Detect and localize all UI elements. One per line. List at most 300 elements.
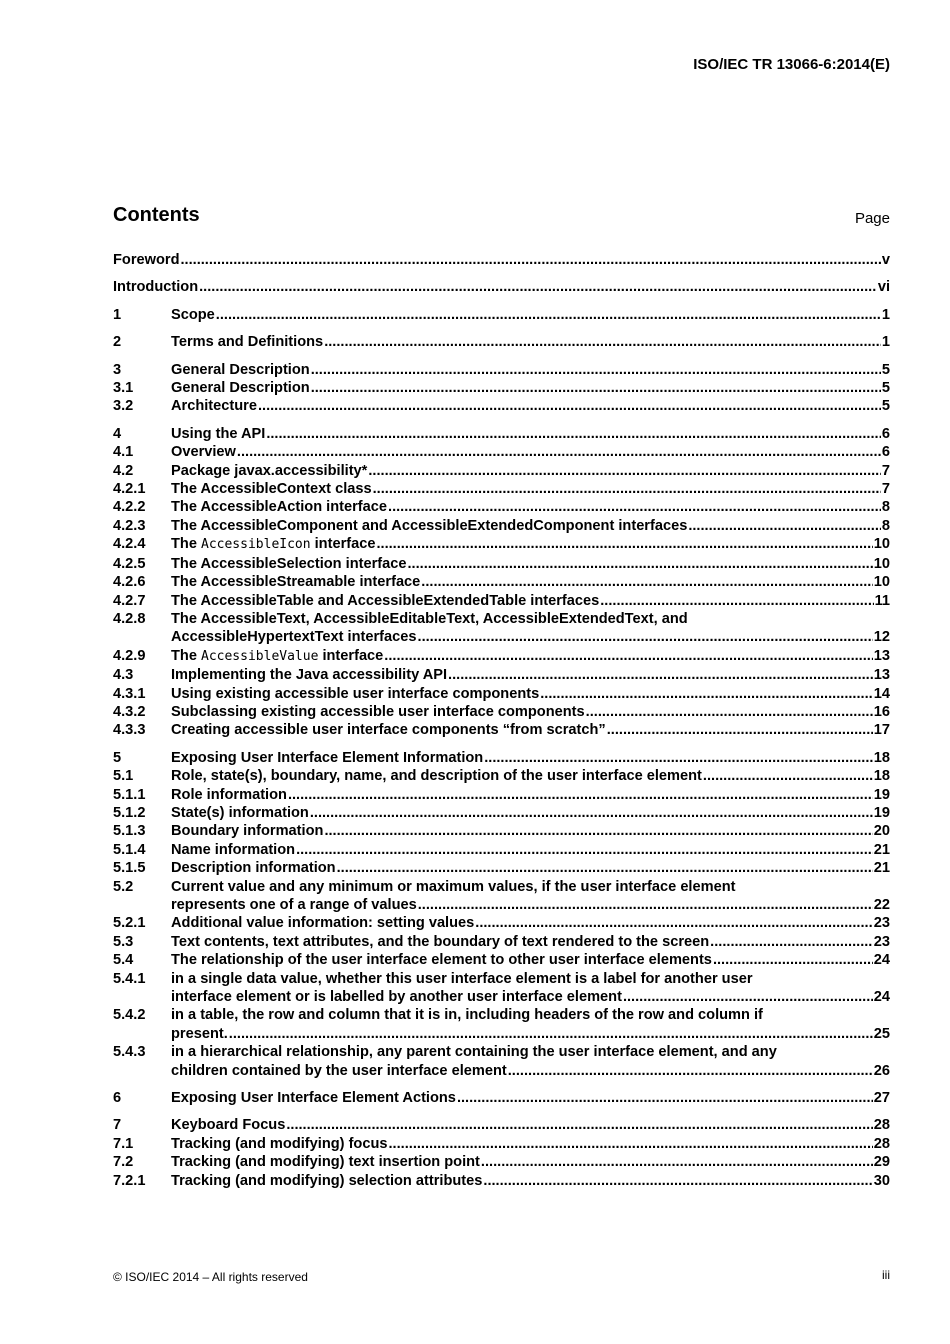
toc-entry-line bbox=[171, 1025, 890, 1043]
toc-entry[interactable] bbox=[113, 462, 890, 480]
toc-entry-page: 22 bbox=[873, 897, 890, 913]
toc-entry-title-text: interface bbox=[310, 536, 376, 553]
toc-entry-line bbox=[171, 610, 890, 628]
toc-entry-line bbox=[171, 841, 890, 859]
toc-entry-line bbox=[171, 628, 890, 646]
toc-entry-title-text: Text contents, text attributes, and the boundary of text rendered to the screen bbox=[171, 933, 710, 950]
toc-entry-title bbox=[171, 592, 599, 610]
toc-entry-title-text: State(s) information bbox=[171, 804, 309, 821]
toc-entry-title bbox=[171, 1116, 285, 1134]
dot-leader bbox=[389, 1135, 873, 1153]
toc-entry-page: 8 bbox=[881, 499, 890, 516]
toc-entry-number: 3.2 bbox=[113, 398, 134, 415]
toc-entry-title-text: General Description bbox=[171, 380, 310, 397]
toc-entry-page: 6 bbox=[881, 444, 890, 461]
toc-entry[interactable] bbox=[113, 333, 890, 351]
toc-entry[interactable] bbox=[113, 555, 890, 573]
toc-entry-title-text: Role information bbox=[171, 786, 287, 803]
toc-entry-body bbox=[171, 721, 890, 739]
toc-entry[interactable] bbox=[113, 878, 890, 915]
toc-entry-title-text: Description information bbox=[171, 860, 336, 877]
toc-entry-title-text: Boundary information bbox=[171, 823, 324, 840]
toc-entry[interactable] bbox=[113, 1172, 890, 1190]
toc-entry-number: 4.3 bbox=[113, 667, 134, 684]
toc-entry[interactable] bbox=[113, 767, 890, 785]
toc-entry-body bbox=[171, 306, 890, 324]
toc-entry-body bbox=[171, 647, 890, 666]
dot-leader bbox=[310, 804, 873, 822]
toc-entry-title bbox=[171, 1062, 507, 1080]
toc-entry-title bbox=[171, 804, 309, 822]
toc-entry-line bbox=[171, 1116, 890, 1134]
toc-entry-title-text: Using existing accessible user interface components bbox=[171, 685, 540, 702]
toc-entry-number: 7.2.1 bbox=[113, 1172, 146, 1189]
toc-entry-title-text: Package javax.accessibility* bbox=[171, 462, 368, 479]
toc-entry-page: 6 bbox=[881, 425, 890, 442]
toc-entry-title bbox=[171, 397, 257, 415]
toc-entry-line bbox=[171, 443, 890, 461]
dot-leader bbox=[288, 786, 873, 804]
toc-entry[interactable] bbox=[113, 841, 890, 859]
toc-entry-line bbox=[171, 535, 890, 554]
toc-entry[interactable] bbox=[113, 859, 890, 877]
toc-entry-title bbox=[171, 555, 407, 573]
toc-entry-code-term: AccessibleIcon bbox=[201, 537, 311, 553]
toc-entry-title bbox=[171, 535, 375, 554]
dot-leader bbox=[266, 425, 881, 443]
toc-entry-body bbox=[171, 786, 890, 804]
toc-entry-title bbox=[171, 1172, 482, 1190]
toc-entry-line bbox=[171, 859, 890, 877]
toc-entry-page: 17 bbox=[873, 722, 890, 739]
toc-entry-title-text: The AccessibleComponent and AccessibleExtendedComponent interfaces bbox=[171, 517, 688, 534]
toc-entry-title bbox=[171, 841, 295, 859]
toc-entry-line bbox=[113, 278, 890, 296]
dot-leader bbox=[457, 1089, 873, 1107]
toc-entry-line bbox=[171, 517, 890, 535]
toc-entry-title-text: Creating accessible user interface components “from scratch” bbox=[171, 722, 606, 739]
dot-leader bbox=[418, 896, 873, 914]
toc-entry-page: 21 bbox=[873, 841, 890, 858]
toc-entry-body bbox=[113, 251, 890, 269]
toc-entry-line bbox=[171, 555, 890, 573]
toc-entry-title bbox=[171, 1043, 777, 1061]
dot-leader bbox=[180, 251, 880, 269]
toc-entry-body bbox=[171, 1006, 890, 1043]
toc-entry-title bbox=[171, 1153, 480, 1171]
dot-leader bbox=[421, 573, 872, 591]
toc-entry-title-text: Additional value information: setting values bbox=[171, 915, 475, 932]
toc-entry-title bbox=[171, 1006, 763, 1024]
toc-entry-body bbox=[171, 610, 890, 647]
toc-entry-page: 16 bbox=[873, 703, 890, 720]
toc-entry-line bbox=[171, 1172, 890, 1190]
dot-leader bbox=[418, 628, 873, 646]
toc-entry-title bbox=[171, 306, 215, 324]
toc-entry-number: 5.2.1 bbox=[113, 915, 146, 932]
toc-entry-line bbox=[171, 721, 890, 739]
toc-entry-number: 7.1 bbox=[113, 1135, 134, 1152]
toc-entry-number: 7 bbox=[113, 1117, 122, 1134]
toc-entry[interactable] bbox=[113, 573, 890, 591]
toc-entry-line bbox=[171, 1089, 890, 1107]
toc-entry-number: 4.3.3 bbox=[113, 722, 146, 739]
toc-entry-title-text: Terms and Definitions bbox=[171, 334, 324, 351]
dot-leader bbox=[229, 1025, 873, 1043]
toc-entry-line bbox=[171, 1135, 890, 1153]
toc-section-group bbox=[113, 425, 890, 740]
toc-entry-number: 4.3.1 bbox=[113, 685, 146, 702]
toc-entry-title bbox=[171, 878, 735, 896]
toc-entry-body bbox=[171, 970, 890, 1007]
toc-entry-title bbox=[171, 721, 606, 739]
toc-entry-line bbox=[171, 988, 890, 1006]
dot-leader bbox=[337, 859, 873, 877]
toc-entry-page: 28 bbox=[873, 1117, 890, 1134]
toc-entry-title-text: The AccessibleTable and AccessibleExtendedTable interfaces bbox=[171, 592, 600, 609]
toc-entry[interactable] bbox=[113, 1135, 890, 1153]
toc-entry-page: 28 bbox=[873, 1135, 890, 1152]
toc-entry-number: 4.1 bbox=[113, 444, 134, 461]
dot-leader bbox=[286, 1116, 872, 1134]
toc-entry-number: 1 bbox=[113, 306, 122, 323]
dot-leader bbox=[540, 685, 873, 703]
toc-entry[interactable] bbox=[113, 933, 890, 951]
dot-leader bbox=[703, 767, 873, 785]
dot-leader bbox=[408, 555, 873, 573]
dot-leader bbox=[586, 703, 873, 721]
toc-entry-title bbox=[171, 628, 417, 646]
toc-entry-page: 8 bbox=[881, 517, 890, 534]
toc-entry-number: 4.2.6 bbox=[113, 574, 146, 591]
toc-entry-title-text: Current value and any minimum or maximum values, if the user interface element bbox=[171, 878, 736, 895]
dot-leader bbox=[324, 333, 881, 351]
toc-section-group bbox=[113, 749, 890, 1080]
toc-entry-page: 19 bbox=[873, 786, 890, 803]
toc-entry-code-term: AccessibleValue bbox=[201, 648, 319, 664]
toc-entry-number: 7.2 bbox=[113, 1154, 134, 1171]
dot-leader bbox=[475, 914, 873, 932]
toc-entry-line bbox=[171, 573, 890, 591]
toc-entry-title-text: in a hierarchical relationship, any parent containing the user interface element, and any bbox=[171, 1044, 777, 1061]
toc-entry-page: 10 bbox=[873, 574, 890, 591]
toc-entry-title bbox=[171, 988, 622, 1006]
toc-entry-number: 6 bbox=[113, 1090, 122, 1107]
toc-entry-line bbox=[171, 822, 890, 840]
toc-entry[interactable] bbox=[113, 1043, 890, 1080]
toc-entry-title bbox=[171, 573, 420, 591]
toc-entry-body bbox=[171, 555, 890, 573]
toc-entry-line bbox=[171, 666, 890, 684]
toc-entry-title bbox=[171, 361, 310, 379]
toc-entry-page: 29 bbox=[873, 1154, 890, 1171]
dot-leader bbox=[296, 841, 873, 859]
toc-entry[interactable] bbox=[113, 498, 890, 516]
toc-entry-body bbox=[171, 822, 890, 840]
toc-entry-line bbox=[171, 425, 890, 443]
toc-entry-title bbox=[171, 703, 585, 721]
toc-entry[interactable] bbox=[113, 822, 890, 840]
dot-leader bbox=[258, 397, 881, 415]
dot-leader bbox=[713, 951, 873, 969]
toc-entry-title-text: Tracking (and modifying) focus bbox=[171, 1135, 388, 1152]
toc-section-group bbox=[113, 1089, 890, 1107]
toc-entry-number: 4.2.1 bbox=[113, 481, 146, 498]
toc-entry[interactable] bbox=[113, 914, 890, 932]
toc-entry-number: 2 bbox=[113, 334, 122, 351]
toc-entry[interactable] bbox=[113, 749, 890, 767]
toc-entry-title bbox=[171, 647, 383, 666]
toc-entry-body bbox=[171, 592, 890, 610]
toc-entry[interactable] bbox=[113, 397, 890, 415]
toc-entry-line bbox=[171, 379, 890, 397]
toc-entry[interactable] bbox=[113, 951, 890, 969]
toc-entry-line bbox=[171, 786, 890, 804]
toc-entry-page: 26 bbox=[873, 1062, 890, 1079]
toc-entry[interactable] bbox=[113, 1153, 890, 1171]
dot-leader bbox=[607, 721, 873, 739]
page-column-label: Page bbox=[854, 210, 890, 227]
toc-entry-title-text: The AccessibleSelection interface bbox=[171, 555, 407, 572]
toc-entry-page: 19 bbox=[873, 804, 890, 821]
toc-entry-page: 13 bbox=[873, 667, 890, 684]
toc-entry-title bbox=[171, 822, 323, 840]
toc-section-group bbox=[113, 1116, 890, 1190]
toc-entry-body bbox=[171, 841, 890, 859]
document-id: ISO/IEC TR 13066-6:2014(E) bbox=[693, 56, 890, 73]
toc-entry-body bbox=[171, 951, 890, 969]
toc-entry-title bbox=[113, 251, 179, 269]
toc-entry-page: 12 bbox=[873, 629, 890, 646]
toc-entry[interactable] bbox=[113, 1089, 890, 1107]
toc-entry-title-text: AccessibleHypertextText interfaces bbox=[171, 629, 417, 646]
toc-entry-body bbox=[171, 878, 890, 915]
toc-entry-title bbox=[171, 517, 687, 535]
toc-entry-title-text: Name information bbox=[171, 841, 296, 858]
toc-entry-number: 4.2.4 bbox=[113, 536, 146, 553]
toc-entry[interactable] bbox=[113, 592, 890, 610]
toc-section-group bbox=[113, 361, 890, 416]
toc-entry-body bbox=[171, 767, 890, 785]
dot-leader bbox=[216, 306, 881, 324]
toc-entry[interactable] bbox=[113, 721, 890, 739]
toc-entry-title bbox=[171, 443, 236, 461]
toc-entry[interactable] bbox=[113, 703, 890, 721]
toc-entry-title-text: Using the API bbox=[171, 425, 266, 442]
dot-leader bbox=[508, 1062, 873, 1080]
toc-entry-title bbox=[171, 767, 702, 785]
toc-entry-page: 21 bbox=[873, 860, 890, 877]
toc-entry-title-text: Foreword bbox=[113, 252, 180, 268]
toc-entry-title-text: represents one of a range of values bbox=[171, 897, 417, 913]
toc-entry-line bbox=[171, 333, 890, 351]
toc-entry-page: 7 bbox=[881, 462, 890, 479]
toc-entry[interactable] bbox=[113, 425, 890, 443]
toc-entry[interactable] bbox=[113, 517, 890, 535]
toc-entry-title-text: Subclassing existing accessible user interface components bbox=[171, 703, 585, 720]
toc-entry[interactable] bbox=[113, 535, 890, 554]
toc-entry-page: 20 bbox=[873, 823, 890, 840]
toc-entry-line bbox=[171, 647, 890, 666]
toc-entry-page: 24 bbox=[873, 989, 890, 1006]
toc-entry-number: 5 bbox=[113, 749, 122, 766]
toc-entry-title bbox=[171, 1135, 388, 1153]
toc-entry[interactable] bbox=[113, 1006, 890, 1043]
toc-entry[interactable] bbox=[113, 666, 890, 684]
copyright-notice: © ISO/IEC 2014 – All rights reserved bbox=[113, 1270, 308, 1284]
toc-entry-line bbox=[171, 896, 890, 914]
toc-entry-page: 24 bbox=[873, 952, 890, 969]
toc-entry-body bbox=[171, 933, 890, 951]
toc-entry[interactable] bbox=[113, 786, 890, 804]
toc-entry-title-text: in a table, the row and column that it is in, including headers of the row and column if bbox=[171, 1007, 763, 1024]
toc-entry-page: 5 bbox=[881, 380, 890, 397]
toc-entry-body bbox=[171, 379, 890, 397]
toc-entry-body bbox=[171, 685, 890, 703]
toc-entry-title-text: Exposing User Interface Element Information bbox=[171, 749, 484, 766]
toc-entry-number: 3 bbox=[113, 361, 122, 378]
toc-entry-title-text: The relationship of the user interface element to other user interface elements bbox=[171, 952, 712, 969]
toc-entry-title bbox=[171, 896, 417, 914]
toc-entry-body bbox=[171, 462, 890, 480]
toc-entry-page: 7 bbox=[881, 481, 890, 498]
toc-entry-page: 13 bbox=[873, 647, 890, 664]
toc-entry-title-text: present. bbox=[171, 1025, 228, 1042]
toc-entry-body bbox=[171, 333, 890, 351]
toc-entry-body bbox=[171, 361, 890, 379]
toc-entry-title-text: Implementing the Java accessibility API bbox=[171, 667, 448, 684]
toc-entry-number: 5.1.3 bbox=[113, 823, 146, 840]
toc-entry-body bbox=[171, 804, 890, 822]
toc-entry-title bbox=[171, 859, 336, 877]
toc-entry-body bbox=[171, 749, 890, 767]
toc-entry-line bbox=[171, 1062, 890, 1080]
toc-entry-title-text: Keyboard Focus bbox=[171, 1117, 286, 1134]
toc-entry-number: 5.1 bbox=[113, 768, 134, 785]
toc-entry[interactable] bbox=[113, 970, 890, 1007]
toc-section-group bbox=[113, 306, 890, 324]
page-number: iii bbox=[882, 1268, 890, 1282]
toc-entry-title-text: Role, state(s), boundary, name, and description of the user interface element bbox=[171, 768, 702, 785]
dot-leader bbox=[237, 443, 881, 461]
toc-entry-line bbox=[171, 703, 890, 721]
toc-entry-title-text: Exposing User Interface Element Actions bbox=[171, 1090, 456, 1107]
toc-entry-page: 1 bbox=[881, 306, 890, 323]
toc-entry-line bbox=[171, 1043, 890, 1061]
toc-entry-body bbox=[171, 535, 890, 554]
dot-leader bbox=[199, 278, 877, 296]
toc-entry-title bbox=[171, 1089, 456, 1107]
toc-entry-page: 30 bbox=[873, 1172, 890, 1189]
toc-entry-body bbox=[171, 859, 890, 877]
toc-entry-title-text: Tracking (and modifying) text insertion point bbox=[171, 1154, 480, 1171]
toc-entry-title-text: in a single data value, whether this user interface element is a label for another user bbox=[171, 970, 753, 987]
toc-entry-body bbox=[171, 480, 890, 498]
toc-entry-title-text: interface bbox=[318, 647, 384, 664]
toc-entry[interactable] bbox=[113, 804, 890, 822]
toc-entry[interactable] bbox=[113, 361, 890, 379]
toc-entry-body bbox=[171, 666, 890, 684]
toc-entry[interactable] bbox=[113, 647, 890, 666]
dot-leader bbox=[710, 933, 873, 951]
toc-entry-body bbox=[171, 1172, 890, 1190]
toc-entry[interactable] bbox=[113, 480, 890, 498]
toc-entry[interactable] bbox=[113, 379, 890, 397]
dot-leader bbox=[311, 379, 881, 397]
toc-entry-title bbox=[171, 786, 287, 804]
toc-entry-number: 4.2.2 bbox=[113, 499, 146, 516]
dot-leader bbox=[376, 535, 872, 554]
dot-leader bbox=[368, 462, 881, 480]
toc-entry[interactable] bbox=[113, 610, 890, 647]
toc-entry-line bbox=[171, 361, 890, 379]
toc-entry-page: 23 bbox=[873, 915, 890, 932]
toc-entry-number: 5.4 bbox=[113, 952, 134, 969]
toc-entry-number: 4.2.9 bbox=[113, 647, 146, 664]
toc-entry-line bbox=[171, 1153, 890, 1171]
toc-entry-number: 4 bbox=[113, 425, 122, 442]
toc-entry-title-text: children contained by the user interface element bbox=[171, 1062, 507, 1079]
toc-entry-number: 5.4.1 bbox=[113, 970, 146, 987]
toc-entry-page: 10 bbox=[873, 536, 890, 553]
toc-entry[interactable] bbox=[113, 306, 890, 324]
toc-entry-body bbox=[171, 517, 890, 535]
toc-entry-title bbox=[113, 278, 198, 296]
toc-entry-line bbox=[171, 804, 890, 822]
toc-entry-page: 1 bbox=[881, 334, 890, 351]
toc-entry-title bbox=[171, 685, 539, 703]
toc-entry-title bbox=[171, 333, 323, 351]
toc-entry-title-text: The AccessibleAction interface bbox=[171, 499, 388, 516]
toc-entry-title-text: Tracking (and modifying) selection attributes bbox=[171, 1172, 483, 1189]
toc-entry-page: 11 bbox=[874, 592, 890, 609]
toc-entry[interactable] bbox=[113, 685, 890, 703]
toc-entry-title bbox=[171, 933, 709, 951]
toc-entry-title bbox=[171, 425, 265, 443]
toc-entry-line bbox=[171, 1006, 890, 1024]
toc-entry-line bbox=[171, 498, 890, 516]
toc-entry-body bbox=[171, 1135, 890, 1153]
dot-leader bbox=[384, 647, 872, 666]
dot-leader bbox=[688, 517, 881, 535]
toc-entry-line bbox=[171, 749, 890, 767]
toc-entry-page: 18 bbox=[873, 749, 890, 766]
toc-entry[interactable] bbox=[113, 251, 890, 269]
toc-entry[interactable] bbox=[113, 278, 890, 296]
toc-entry[interactable] bbox=[113, 443, 890, 461]
toc-entry-title-text: The AccessibleContext class bbox=[171, 481, 372, 498]
toc-entry-title-prefix: The bbox=[171, 647, 201, 664]
toc-entry-number: 5.1.2 bbox=[113, 804, 146, 821]
contents-heading-row bbox=[113, 203, 890, 229]
toc-entry-title-text: The AccessibleText, AccessibleEditableText, AccessibleExtendedText, and bbox=[171, 610, 688, 627]
table-of-contents bbox=[113, 251, 890, 1199]
toc-entry-title-prefix: The bbox=[171, 536, 201, 553]
toc-entry-title bbox=[171, 610, 688, 628]
dot-leader bbox=[600, 592, 873, 610]
toc-entry-page: 14 bbox=[873, 685, 890, 702]
toc-entry[interactable] bbox=[113, 1116, 890, 1134]
toc-entry-title-text: Introduction bbox=[113, 279, 199, 296]
toc-entry-title-text: The AccessibleStreamable interface bbox=[171, 574, 421, 591]
toc-entry-line bbox=[171, 914, 890, 932]
toc-entry-line bbox=[171, 685, 890, 703]
toc-entry-body bbox=[171, 914, 890, 932]
toc-entry-title bbox=[171, 970, 753, 988]
toc-entry-number: 5.4.3 bbox=[113, 1044, 146, 1061]
toc-entry-page: 5 bbox=[881, 398, 890, 415]
dot-leader bbox=[373, 480, 881, 498]
